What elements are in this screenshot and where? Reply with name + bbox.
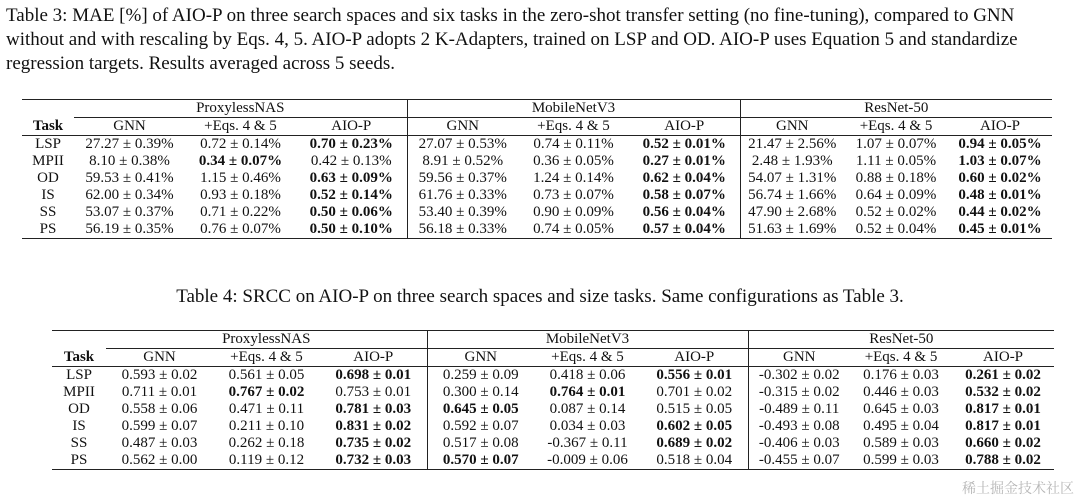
value-cell: 0.211 ± 0.10 xyxy=(228,418,305,434)
table3-group-proxylessnas: ProxylessNAS xyxy=(74,100,407,118)
col-eqs: +Eqs. 4 & 5 xyxy=(204,118,277,134)
value-cell: 1.07 ± 0.07% xyxy=(844,136,948,154)
table3 xyxy=(22,99,1052,239)
value-cell: 0.558 ± 0.06 xyxy=(121,401,198,417)
value-cell: 53.07 ± 0.37% xyxy=(85,204,174,220)
best-value: 0.34 ± 0.07% xyxy=(198,153,283,169)
col-eqs: +Eqs. 4 & 5 xyxy=(537,118,610,134)
value-cell xyxy=(320,367,427,385)
col-gnn: GNN xyxy=(407,118,518,136)
table4-group-proxylessnas: ProxylessNAS xyxy=(106,331,427,349)
table-row xyxy=(22,221,1052,239)
col-gnn: GNN xyxy=(143,349,176,365)
value-cell: 0.52 ± 0.02% xyxy=(855,204,937,220)
value-cell: 0.176 ± 0.03 xyxy=(850,367,952,385)
value-cell xyxy=(948,221,1052,239)
value-cell: 0.562 ± 0.00 xyxy=(121,452,198,468)
value-cell: 0.446 ± 0.03 xyxy=(863,384,939,400)
value-cell: 0.087 ± 0.14 xyxy=(549,401,626,417)
value-cell: 0.701 ± 0.02 xyxy=(656,384,733,400)
col-eqs: +Eqs. 4 & 5 xyxy=(230,349,303,365)
task-cell: OD xyxy=(37,170,59,186)
table3-group-mobilenetv3: MobileNetV3 xyxy=(407,100,740,118)
value-cell: 0.593 ± 0.02 xyxy=(106,367,213,385)
value-cell: 0.599 ± 0.07 xyxy=(121,418,198,434)
table-row xyxy=(52,367,1054,385)
table3-task-header: Task xyxy=(32,117,64,134)
best-value: 0.764 ± 0.01 xyxy=(549,384,626,400)
task-cell: LSP xyxy=(52,367,106,385)
value-cell: 0.034 ± 0.03 xyxy=(549,418,626,434)
value-cell: 62.00 ± 0.34% xyxy=(85,187,174,203)
col-eqs: +Eqs. 4 & 5 xyxy=(859,118,933,134)
value-cell: 0.592 ± 0.07 xyxy=(427,418,534,435)
value-cell xyxy=(629,136,740,154)
value-cell: -0.367 ± 0.11 xyxy=(547,435,628,451)
table-row xyxy=(52,418,1054,435)
best-value: 0.261 ± 0.02 xyxy=(965,367,1041,383)
value-cell xyxy=(296,187,407,204)
table3-group-resnet50: ResNet-50 xyxy=(740,100,1052,118)
value-cell xyxy=(629,187,740,204)
best-value: 0.58 ± 0.07% xyxy=(642,187,726,203)
task-cell: IS xyxy=(41,187,55,203)
value-cell: 0.52 ± 0.04% xyxy=(855,221,937,237)
value-cell xyxy=(952,418,1054,435)
value-cell: 0.74 ± 0.05% xyxy=(533,221,614,237)
task-cell: SS xyxy=(70,435,88,451)
value-cell: -0.315 ± 0.02 xyxy=(748,384,850,401)
value-cell: 0.645 ± 0.03 xyxy=(863,401,939,417)
value-cell: -0.493 ± 0.08 xyxy=(748,418,850,435)
value-cell: 0.589 ± 0.03 xyxy=(863,435,939,451)
value-cell: 21.47 ± 2.56% xyxy=(740,136,844,154)
value-cell xyxy=(952,401,1054,418)
value-cell: 1.11 ± 0.05% xyxy=(855,153,937,169)
task-cell: LSP xyxy=(22,136,74,154)
value-cell: 47.90 ± 2.68% xyxy=(740,204,844,221)
best-value: 0.645 ± 0.05 xyxy=(442,401,519,417)
value-cell xyxy=(629,204,740,221)
col-aiop: AIO-P xyxy=(664,118,705,134)
best-value: 0.52 ± 0.01% xyxy=(642,136,726,152)
value-cell xyxy=(948,204,1052,221)
value-cell: 0.599 ± 0.03 xyxy=(863,452,939,468)
value-cell: 0.76 ± 0.07% xyxy=(200,221,281,237)
value-cell: 0.72 ± 0.14% xyxy=(185,136,296,154)
watermark: 稀土掘金技术社区 xyxy=(962,481,1074,497)
best-value: 0.735 ± 0.02 xyxy=(335,435,412,451)
col-gnn: GNN xyxy=(427,349,534,367)
best-value: 0.44 ± 0.02% xyxy=(958,204,1042,220)
table4 xyxy=(52,330,1054,470)
value-cell: 53.40 ± 0.39% xyxy=(407,204,518,221)
best-value: 0.788 ± 0.02 xyxy=(965,452,1041,468)
value-cell: 0.64 ± 0.09% xyxy=(855,187,937,203)
value-cell: 59.53 ± 0.41% xyxy=(85,170,174,186)
best-value: 0.94 ± 0.05% xyxy=(958,136,1042,152)
value-cell xyxy=(948,170,1052,187)
value-cell xyxy=(952,435,1054,452)
value-cell: 0.418 ± 0.06 xyxy=(534,367,641,385)
best-value: 0.52 ± 0.14% xyxy=(309,187,393,203)
value-cell xyxy=(534,384,641,401)
table-row xyxy=(52,384,1054,401)
value-cell xyxy=(427,452,534,470)
value-cell: 56.19 ± 0.35% xyxy=(85,221,174,237)
value-cell: 27.27 ± 0.39% xyxy=(74,136,185,154)
value-cell: -0.489 ± 0.11 xyxy=(748,401,850,418)
best-value: 0.660 ± 0.02 xyxy=(965,435,1041,451)
value-cell xyxy=(320,435,427,452)
best-value: 0.556 ± 0.01 xyxy=(656,367,733,383)
best-value: 0.45 ± 0.01% xyxy=(958,221,1042,237)
value-cell xyxy=(185,153,296,170)
best-value: 0.70 ± 0.23% xyxy=(309,136,393,152)
value-cell: 1.24 ± 0.14% xyxy=(533,170,614,186)
value-cell: 8.10 ± 0.38% xyxy=(89,153,170,169)
table-row xyxy=(52,435,1054,452)
value-cell: 0.487 ± 0.03 xyxy=(121,435,198,451)
value-cell xyxy=(948,153,1052,170)
task-cell: PS xyxy=(70,452,88,468)
value-cell: -0.009 ± 0.06 xyxy=(547,452,628,468)
value-cell: 56.74 ± 1.66% xyxy=(740,187,844,204)
col-gnn: GNN xyxy=(748,349,850,367)
value-cell: 56.18 ± 0.33% xyxy=(407,221,518,239)
value-cell: 59.56 ± 0.37% xyxy=(407,170,518,187)
value-cell xyxy=(296,136,407,154)
col-aiop: AIO-P xyxy=(331,118,372,134)
task-cell: PS xyxy=(39,221,57,237)
value-cell xyxy=(320,418,427,435)
col-aiop: AIO-P xyxy=(980,118,1021,134)
task-cell: MPII xyxy=(32,153,64,169)
best-value: 0.532 ± 0.02 xyxy=(965,384,1041,400)
value-cell: 0.262 ± 0.18 xyxy=(228,435,305,451)
best-value: 0.602 ± 0.05 xyxy=(656,418,733,434)
table4-column-header xyxy=(52,349,1054,367)
value-cell: 61.76 ± 0.33% xyxy=(407,187,518,204)
value-cell: 0.119 ± 0.12 xyxy=(228,452,305,468)
table4-caption: Table 4: SRCC on AIO-P on three search spaces and size tasks. Same configurations as Table 3. xyxy=(176,286,904,307)
task-cell: IS xyxy=(72,418,86,434)
table3-caption: Table 3: MAE [%] of AIO-P on three search spaces and six tasks in the zero-shot transfer setting (no fine-tuning), compared to GNN without and with rescaling by Eqs. 4, 5. AIO-P adopts 2 K-Adapters, trained on LSP and OD. AIO-P uses Equation 5 and standardize regression targets. Results averaged across 5 seeds. xyxy=(6,5,1018,74)
value-cell: 0.300 ± 0.14 xyxy=(427,384,534,401)
best-value: 0.56 ± 0.04% xyxy=(642,204,726,220)
value-cell: 51.63 ± 1.69% xyxy=(740,221,844,239)
value-cell: 0.711 ± 0.01 xyxy=(121,384,198,400)
best-value: 0.62 ± 0.04% xyxy=(642,170,726,186)
col-gnn: GNN xyxy=(740,118,844,136)
task-cell: OD xyxy=(68,401,90,417)
best-value: 0.831 ± 0.02 xyxy=(335,418,412,434)
value-cell: 0.88 ± 0.18% xyxy=(855,170,937,186)
value-cell xyxy=(952,384,1054,401)
value-cell: -0.406 ± 0.03 xyxy=(748,435,850,452)
table-row xyxy=(22,170,1052,187)
best-value: 0.57 ± 0.04% xyxy=(642,221,726,237)
col-aiop: AIO-P xyxy=(983,349,1024,365)
value-cell: 0.471 ± 0.11 xyxy=(228,401,305,417)
table4-group-header xyxy=(52,331,1054,349)
best-value: 0.689 ± 0.02 xyxy=(656,435,733,451)
table-row xyxy=(22,187,1052,204)
table4-group-mobilenetv3: MobileNetV3 xyxy=(427,331,748,349)
table-row xyxy=(22,153,1052,170)
value-cell xyxy=(641,418,748,435)
value-cell xyxy=(320,401,427,418)
best-value: 0.48 ± 0.01% xyxy=(958,187,1042,203)
best-value: 0.767 ± 0.02 xyxy=(228,384,305,400)
value-cell: 0.73 ± 0.07% xyxy=(533,187,614,203)
table-row xyxy=(52,452,1054,470)
col-eqs: +Eqs. 4 & 5 xyxy=(864,349,938,365)
value-cell xyxy=(952,367,1054,385)
best-value: 0.50 ± 0.06% xyxy=(309,204,393,220)
value-cell xyxy=(296,170,407,187)
best-value: 0.60 ± 0.02% xyxy=(958,170,1042,186)
value-cell: 8.91 ± 0.52% xyxy=(407,153,518,170)
best-value: 0.27 ± 0.01% xyxy=(642,153,726,169)
col-gnn: GNN xyxy=(113,118,146,134)
table3-group-header xyxy=(22,100,1052,118)
table-row xyxy=(52,401,1054,418)
value-cell xyxy=(296,221,407,239)
value-cell xyxy=(641,367,748,385)
best-value: 0.781 ± 0.03 xyxy=(335,401,412,417)
task-cell: MPII xyxy=(63,384,95,400)
value-cell: -0.455 ± 0.07 xyxy=(748,452,850,470)
value-cell: 0.74 ± 0.11% xyxy=(518,136,629,154)
col-aiop: AIO-P xyxy=(353,349,394,365)
best-value: 0.63 ± 0.09% xyxy=(309,170,393,186)
value-cell xyxy=(629,221,740,239)
table-row xyxy=(22,204,1052,221)
value-cell: 0.495 ± 0.04 xyxy=(863,418,939,434)
best-value: 0.817 ± 0.01 xyxy=(965,418,1041,434)
table4-group-resnet50: ResNet-50 xyxy=(748,331,1054,349)
value-cell: 1.15 ± 0.46% xyxy=(200,170,281,186)
value-cell: 0.42 ± 0.13% xyxy=(310,153,392,169)
value-cell: 2.48 ± 1.93% xyxy=(740,153,844,170)
value-cell xyxy=(320,452,427,470)
value-cell xyxy=(296,204,407,221)
value-cell: 54.07 ± 1.31% xyxy=(740,170,844,187)
col-aiop: AIO-P xyxy=(674,349,715,365)
value-cell: 27.07 ± 0.53% xyxy=(407,136,518,154)
value-cell xyxy=(213,384,320,401)
table4-task-header: Task xyxy=(63,348,95,365)
best-value: 0.732 ± 0.03 xyxy=(335,452,412,468)
value-cell xyxy=(948,187,1052,204)
value-cell: -0.302 ± 0.02 xyxy=(748,367,850,385)
value-cell xyxy=(629,153,740,170)
table-row xyxy=(22,136,1052,154)
value-cell: 0.753 ± 0.01 xyxy=(335,384,412,400)
best-value: 0.817 ± 0.01 xyxy=(965,401,1041,417)
task-cell: SS xyxy=(39,204,57,220)
value-cell: 0.259 ± 0.09 xyxy=(427,367,534,385)
best-value: 1.03 ± 0.07% xyxy=(958,153,1042,169)
best-value: 0.698 ± 0.01 xyxy=(335,367,412,383)
value-cell xyxy=(629,170,740,187)
value-cell xyxy=(948,136,1052,154)
value-cell xyxy=(641,435,748,452)
value-cell: 0.515 ± 0.05 xyxy=(656,401,733,417)
value-cell: 0.93 ± 0.18% xyxy=(200,187,281,203)
value-cell xyxy=(427,401,534,418)
value-cell: 0.517 ± 0.08 xyxy=(427,435,534,452)
value-cell: 0.561 ± 0.05 xyxy=(213,367,320,385)
value-cell: 0.36 ± 0.05% xyxy=(533,153,614,169)
value-cell: 0.90 ± 0.09% xyxy=(533,204,614,220)
table3-column-header xyxy=(22,118,1052,136)
best-value: 0.50 ± 0.10% xyxy=(309,221,393,237)
value-cell: 0.518 ± 0.04 xyxy=(656,452,733,468)
col-eqs: +Eqs. 4 & 5 xyxy=(551,349,624,365)
best-value: 0.570 ± 0.07 xyxy=(442,452,519,468)
value-cell xyxy=(952,452,1054,470)
value-cell: 0.71 ± 0.22% xyxy=(200,204,281,220)
